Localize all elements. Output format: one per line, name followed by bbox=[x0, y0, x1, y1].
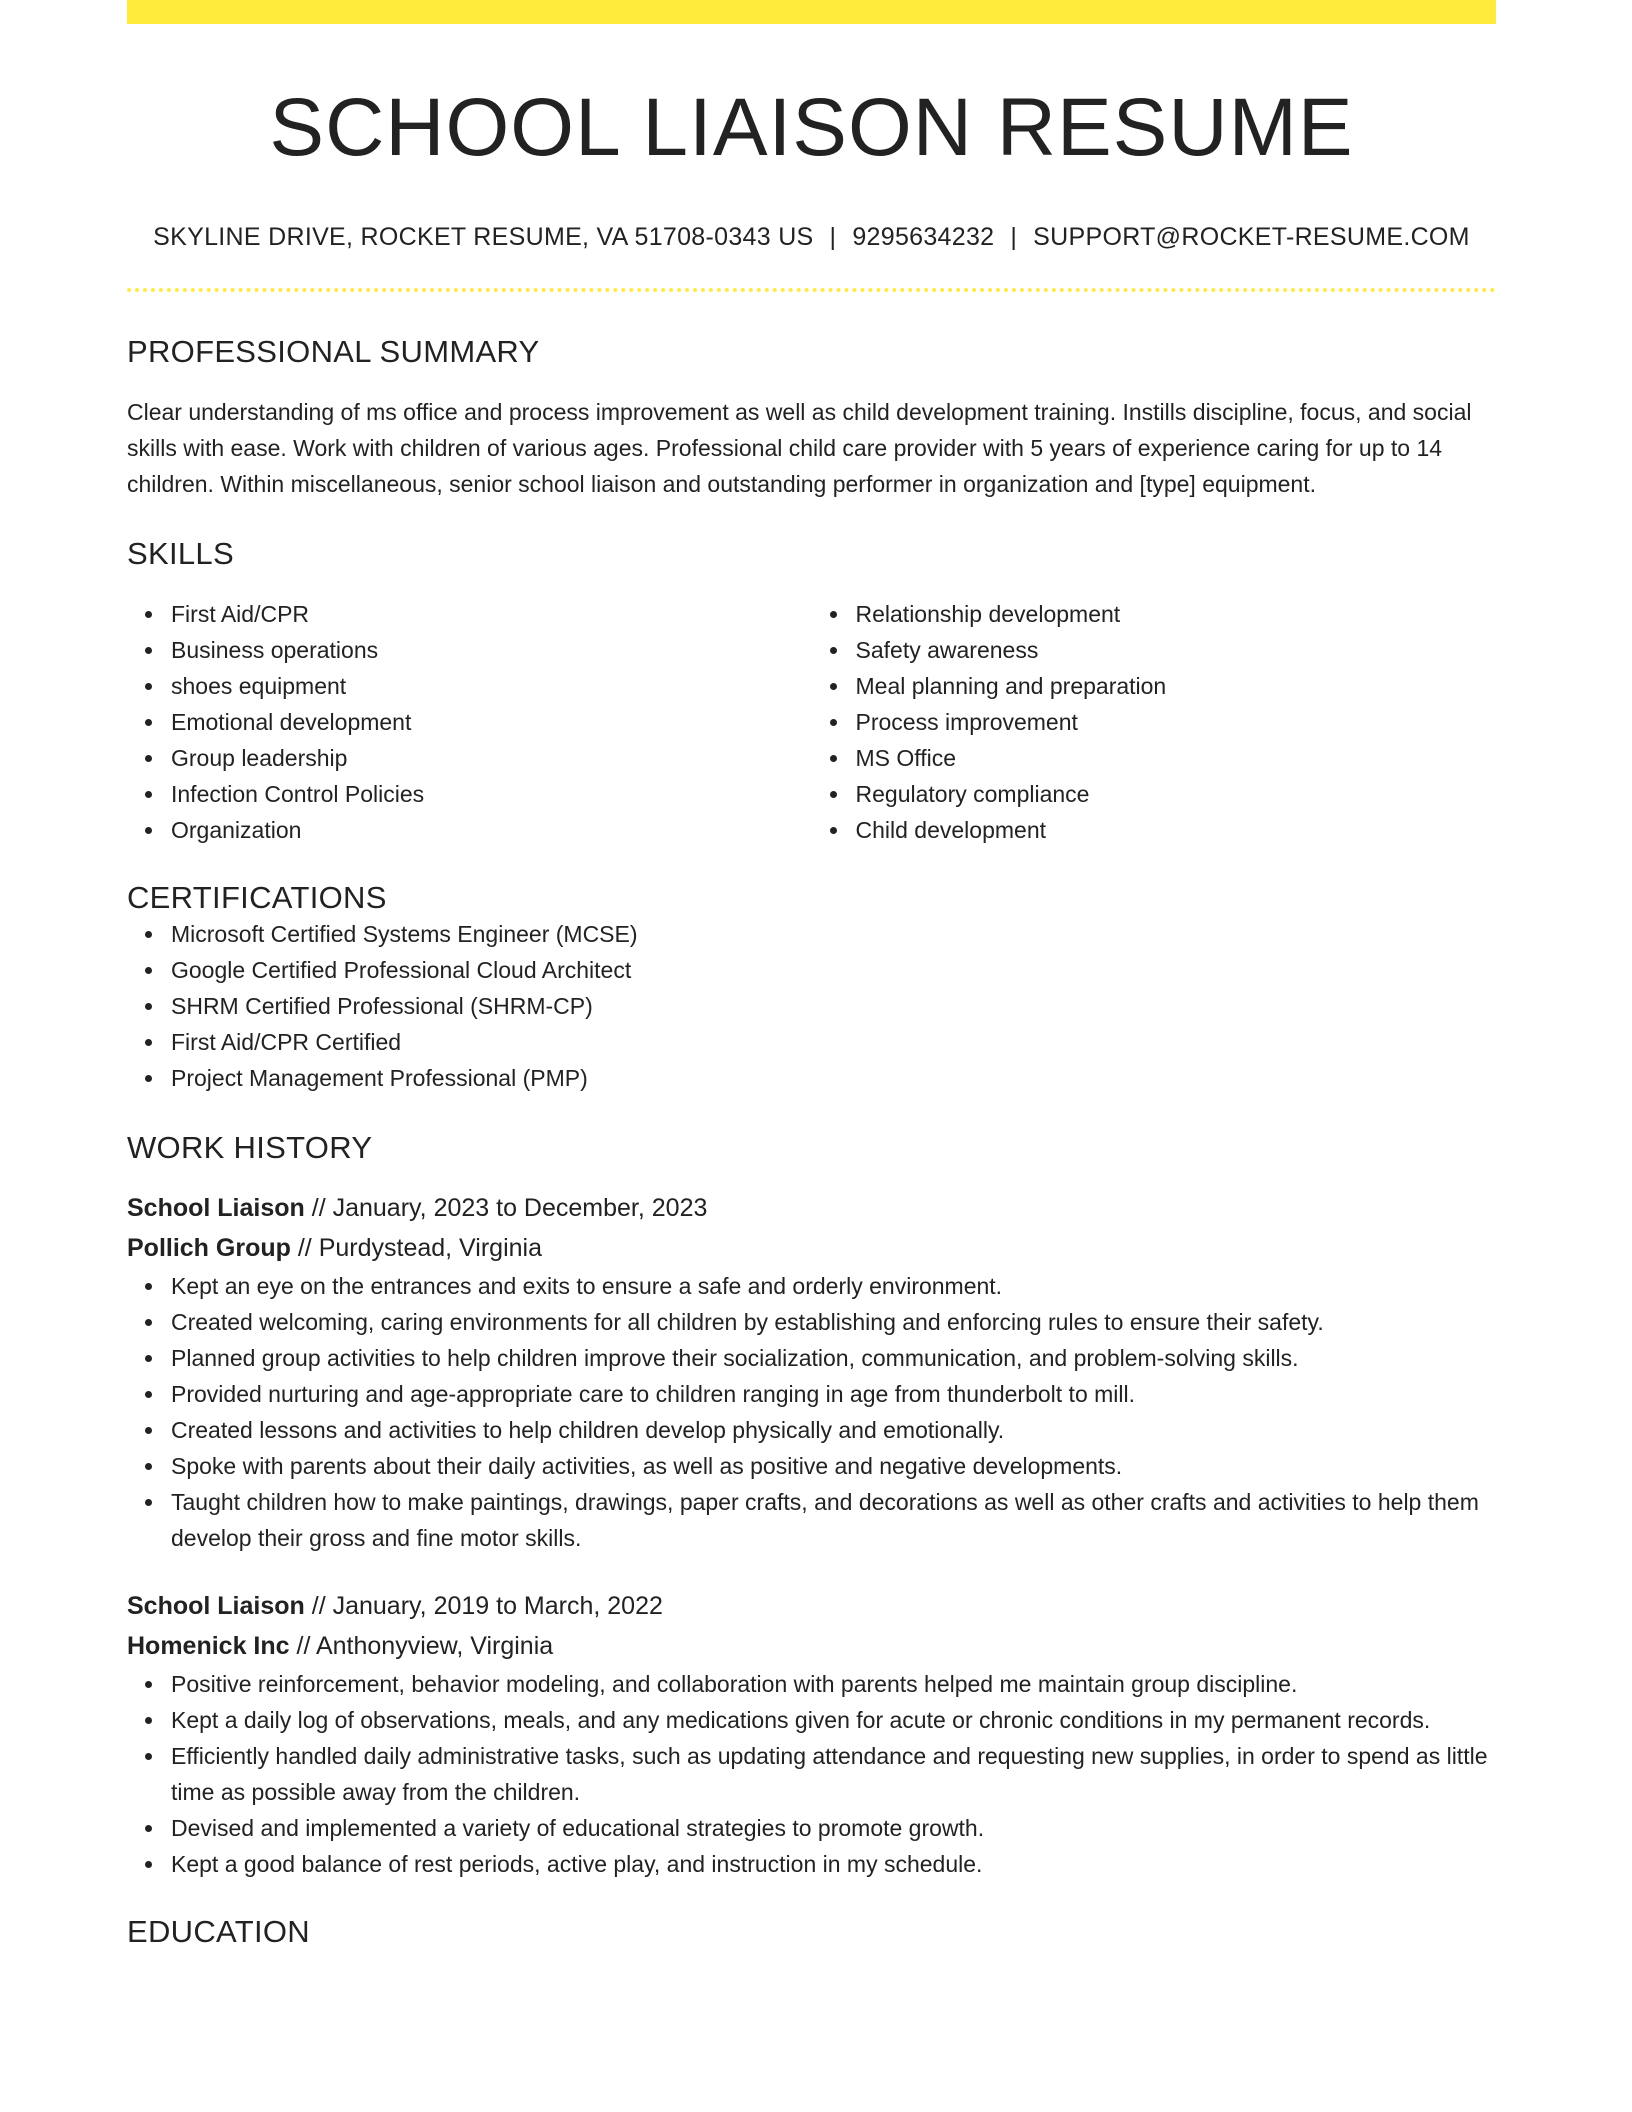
job-duty: Spoke with parents about their daily activities, as well as positive and negative developments. bbox=[171, 1448, 1496, 1484]
certifications-heading: CERTIFICATIONS bbox=[127, 880, 387, 916]
job-title: School Liaison bbox=[127, 1592, 305, 1621]
skill-item: Process improvement bbox=[856, 704, 1497, 740]
summary-heading: PROFESSIONAL SUMMARY bbox=[127, 334, 540, 370]
job-delimiter: // bbox=[289, 1632, 316, 1661]
skill-item: Business operations bbox=[171, 632, 812, 668]
skill-item: MS Office bbox=[856, 740, 1497, 776]
accent-bar bbox=[127, 0, 1496, 24]
summary-text: Clear understanding of ms office and process improvement as well as child development training. Instills discipline, focus, and social skills with ease. Work with children of various ages. Professional child care provider with 5 years of experience caring for up to 14 children. Within miscellaneous, senior school liaison and outstanding performer in organization and [type] equipment. bbox=[127, 399, 1472, 498]
job-duty: Kept a daily log of observations, meals, and any medications given for acute or chronic conditions in my permanent records. bbox=[171, 1702, 1496, 1738]
skills-heading: SKILLS bbox=[127, 536, 234, 572]
contact-phone: 9295634232 bbox=[852, 223, 995, 252]
skills-column-left bbox=[127, 596, 812, 848]
certification-item: SHRM Certified Professional (SHRM-CP) bbox=[171, 988, 1496, 1024]
job-duty: Kept an eye on the entrances and exits to ensure a safe and orderly environment. bbox=[171, 1268, 1496, 1304]
contact-email: SUPPORT@ROCKET-RESUME.COM bbox=[1033, 223, 1470, 252]
skill-item: Infection Control Policies bbox=[171, 776, 812, 812]
contact-address: SKYLINE DRIVE, ROCKET RESUME, VA 51708-0343 US bbox=[153, 223, 814, 252]
job-delimiter: // bbox=[304, 1194, 333, 1223]
skills-grid bbox=[127, 596, 1496, 848]
skill-item: Meal planning and preparation bbox=[856, 668, 1497, 704]
job-title: School Liaison bbox=[127, 1194, 305, 1223]
resume-title: SCHOOL LIAISON RESUME bbox=[269, 82, 1354, 173]
job-location: Purdystead, Virginia bbox=[318, 1234, 542, 1263]
job-duty: Positive reinforcement, behavior modeling, and collaboration with parents helped me maintain group discipline. bbox=[171, 1666, 1496, 1702]
certification-item: Project Management Professional (PMP) bbox=[171, 1060, 1496, 1096]
skill-item: Emotional development bbox=[171, 704, 812, 740]
resume-page bbox=[127, 0, 1496, 1950]
skill-item: Regulatory compliance bbox=[856, 776, 1497, 812]
skill-item: First Aid/CPR bbox=[171, 596, 812, 632]
skill-item: Group leadership bbox=[171, 740, 812, 776]
contact-separator: | bbox=[829, 223, 837, 252]
job-duty: Created lessons and activities to help children develop physically and emotionally. bbox=[171, 1412, 1496, 1448]
contact-separator: | bbox=[1010, 223, 1018, 252]
education-heading: EDUCATION bbox=[127, 1914, 310, 1950]
job-dates: January, 2019 to March, 2022 bbox=[332, 1592, 663, 1621]
job-duty: Efficiently handled daily administrative tasks, such as updating attendance and requesting new supplies, in order to spend as little time as possible away from the children. bbox=[171, 1738, 1496, 1810]
job-title-line bbox=[127, 1188, 1496, 1228]
job-dates: January, 2023 to December, 2023 bbox=[332, 1194, 708, 1223]
certification-item: Google Certified Professional Cloud Architect bbox=[171, 952, 1496, 988]
job-company-line bbox=[127, 1626, 1496, 1666]
job-company-line bbox=[127, 1228, 1496, 1268]
job-duty: Kept a good balance of rest periods, active play, and instruction in my schedule. bbox=[171, 1846, 1496, 1882]
job-delimiter: // bbox=[290, 1234, 319, 1263]
skill-item: Safety awareness bbox=[856, 632, 1497, 668]
skill-item: Child development bbox=[856, 812, 1497, 848]
job-duty: Devised and implemented a variety of educational strategies to promote growth. bbox=[171, 1810, 1496, 1846]
certification-item: First Aid/CPR Certified bbox=[171, 1024, 1496, 1060]
job-company: Pollich Group bbox=[127, 1234, 291, 1263]
skill-item: Organization bbox=[171, 812, 812, 848]
job-duties-list bbox=[127, 1268, 1496, 1556]
work-history-heading: WORK HISTORY bbox=[127, 1130, 373, 1166]
job-duties-list bbox=[127, 1666, 1496, 1882]
job-duty: Created welcoming, caring environments for all children by establishing and enforcing rules to ensure their safety. bbox=[171, 1304, 1496, 1340]
skill-item: Relationship development bbox=[856, 596, 1497, 632]
skills-column-right bbox=[812, 596, 1497, 848]
job-company: Homenick Inc bbox=[127, 1632, 290, 1661]
job-location: Anthonyview, Virginia bbox=[315, 1632, 554, 1661]
job-duty: Planned group activities to help children improve their socialization, communication, and problem-solving skills. bbox=[171, 1340, 1496, 1376]
dotted-divider bbox=[127, 288, 1496, 292]
skill-item: shoes equipment bbox=[171, 668, 812, 704]
certifications-list bbox=[127, 916, 1496, 1096]
certification-item: Microsoft Certified Systems Engineer (MCSE) bbox=[171, 916, 1496, 952]
job-duty: Provided nurturing and age-appropriate care to children ranging in age from thunderbolt to mill. bbox=[171, 1376, 1496, 1412]
job-title-line bbox=[127, 1586, 1496, 1626]
job-duty: Taught children how to make paintings, drawings, paper crafts, and decorations as well as other crafts and activities to help them develop their gross and fine motor skills. bbox=[171, 1484, 1496, 1556]
job-delimiter: // bbox=[304, 1592, 333, 1621]
contact-line bbox=[127, 223, 1496, 252]
